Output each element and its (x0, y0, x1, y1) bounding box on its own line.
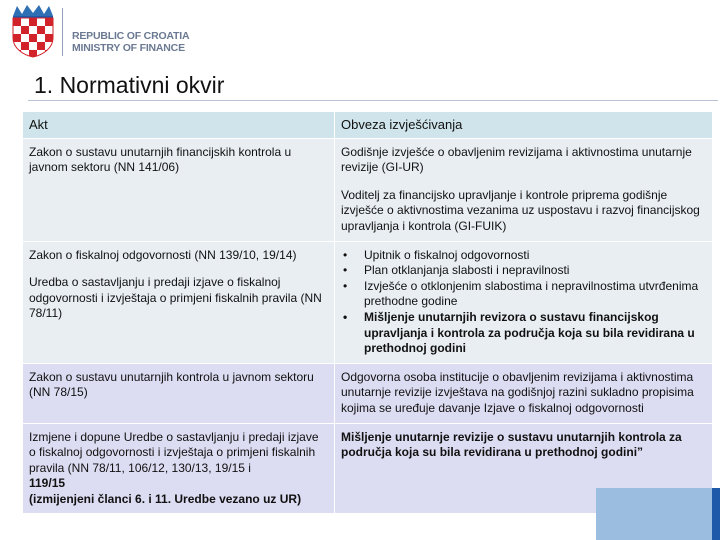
table-row (23, 363, 713, 423)
column-header-obligation: Obveza izvješćivanja (335, 112, 713, 139)
table-row (23, 241, 713, 363)
column-header-act: Akt (23, 112, 335, 139)
list-item: • Izvješće o otklonjenim slabostima i nepravilnostima utvrđenima prethodne godine (341, 279, 706, 310)
act-text: Uredba o sastavljanju i predaji izjave o fiskalnoj odgovornosti i izvještaja o primjeni fiskalnih pravila (NN 78/11) (29, 275, 322, 321)
obligation-list (341, 248, 706, 357)
regulatory-framework-table (22, 111, 713, 514)
logo-divider (62, 8, 63, 56)
act-text-bold: (izmijenjeni članci 6. i 11. Uredbe vezano uz UR) (29, 491, 302, 506)
table-cell-act (23, 363, 335, 423)
list-item: • Upitnik o fiskalnoj odgovornosti (341, 248, 706, 264)
act-text: Izmjene i dopune Uredbe o sastavljanju i predaji izjave o fiskalnoj odgovornosti i izvještaja o primjeni fiskalnih pravila (NN 78/11, 106/12, 130/13, 19/15 i (29, 429, 319, 475)
ministry-line-2: MINISTRY OF FINANCE (72, 42, 185, 54)
page-title: 1. Normativni okvir (34, 72, 225, 98)
title-rule (28, 100, 718, 101)
table-cell-obligation (335, 241, 713, 363)
ministry-line-1: REPUBLIC OF CROATIA (72, 30, 190, 42)
table-header-row (23, 112, 713, 139)
list-item: • Mišljenje unutarnjih revizora o sustavu financijskog upravljanja i kontrola za područja koja su bila revidirana u prethodnoj godini (341, 310, 706, 357)
act-text: Zakon o fiskalnoj odgovornosti (NN 139/10, 19/14) (29, 247, 297, 262)
obligation-text: Voditelj za financijsko upravljanje i kontrole priprema godišnje izvješće o aktivnostima vezanima uz uspostavu i razvoj financijskog upravljanja i kontrola (GI-FUIK) (341, 187, 700, 233)
table-cell-act (23, 423, 335, 514)
list-item: • Plan otklanjanja slabosti i nepravilnosti (341, 263, 706, 279)
obligation-text: Mišljenje unutarnje revizije o sustavu unutarnjih kontrola za područja koja su bila revidirana u prethodnoj godini” (341, 429, 682, 460)
act-text: Zakon o sustavu unutarnjih kontrola u javnom sektoru (NN 78/15) (29, 369, 314, 400)
obligation-text: Godišnje izvješće o obavljenim revizijama i aktivnostima unutarnje revizije (GI-UR) (341, 144, 692, 175)
header-band (0, 0, 720, 62)
obligation-text: Odgovorna osoba institucije o obavljenim revizijama i aktivnostima unutarnje revizije izvještava na godišnjoj razini sukladno propisima kojima se uređuje davanje Izjave o fiskalnoj odgovornosti (341, 369, 694, 415)
table-row (23, 138, 713, 241)
act-text: Zakon o sustavu unutarnjih financijskih kontrola u javnom sektoru (NN 141/06) (29, 144, 292, 175)
ministry-name (72, 30, 189, 54)
table-cell-act (23, 138, 335, 241)
footer-decoration (596, 488, 720, 540)
croatian-coat-of-arms-icon (10, 4, 56, 58)
table-cell-obligation (335, 138, 713, 241)
act-text-bold: 119/15 (29, 476, 66, 491)
table-cell-obligation (335, 363, 713, 423)
table-cell-act (23, 241, 335, 363)
